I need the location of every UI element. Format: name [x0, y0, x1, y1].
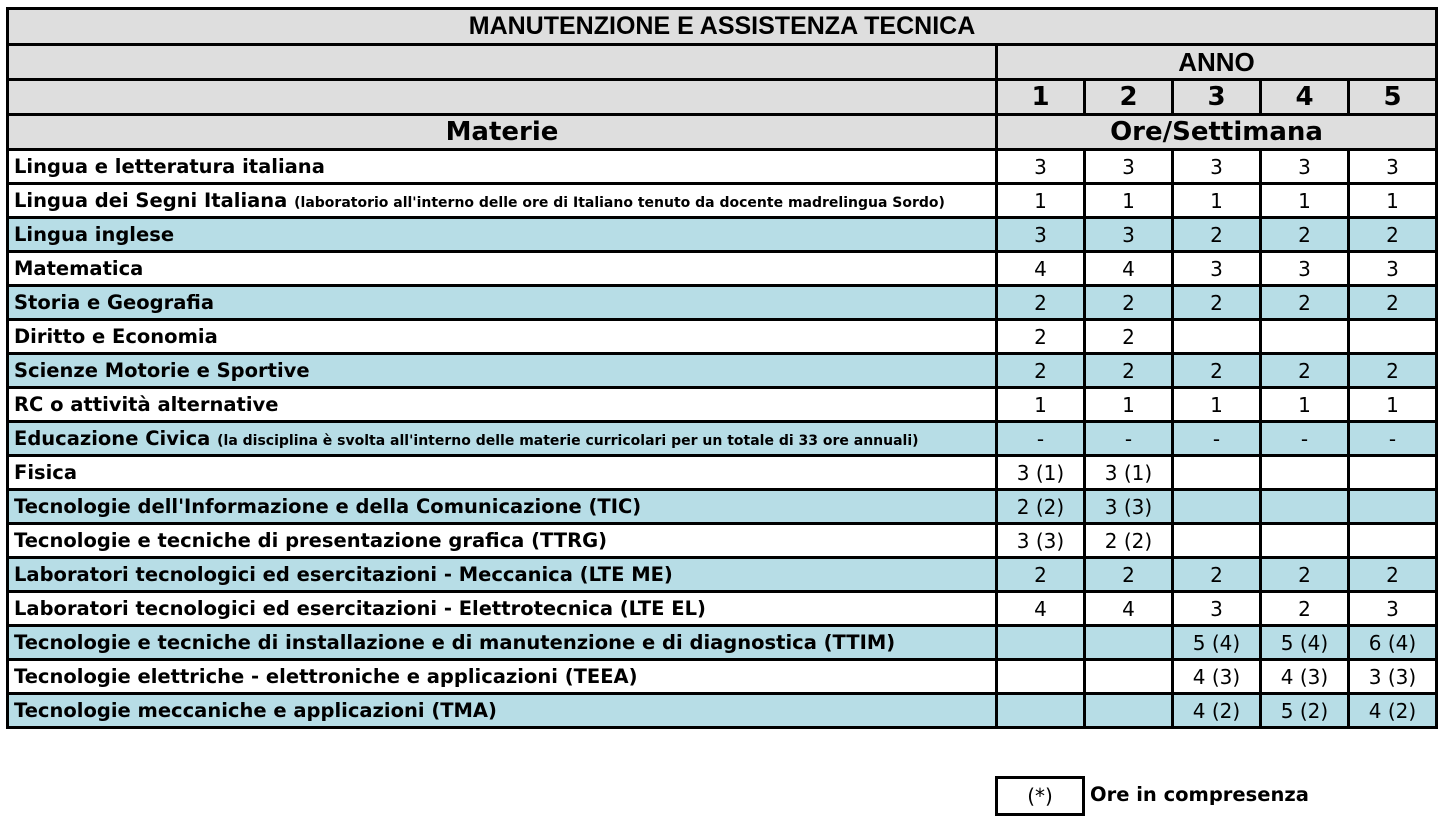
- hours-cell-year-4: 1: [1261, 388, 1349, 422]
- subject-cell: [8, 490, 997, 524]
- hours-cell-year-1: 2: [997, 320, 1085, 354]
- hours-cell-year-4: 2: [1261, 354, 1349, 388]
- hours-cell-year-1: [997, 694, 1085, 728]
- hours-cell-year-4: 2: [1261, 286, 1349, 320]
- subject-cell: [8, 286, 997, 320]
- subject-cell: [8, 150, 997, 184]
- hours-cell-year-3: [1173, 456, 1261, 490]
- table-row: [8, 558, 1437, 592]
- hours-cell-year-3: -: [1173, 422, 1261, 456]
- hours-cell-year-1: 3 (3): [997, 524, 1085, 558]
- hours-cell-year-2: 4: [1085, 592, 1173, 626]
- legend-symbol-box: (*): [995, 776, 1085, 816]
- subject-cell: [8, 660, 997, 694]
- table-row: [8, 252, 1437, 286]
- hours-cell-year-5: [1349, 320, 1437, 354]
- subject-name: Matematica: [14, 257, 144, 280]
- hours-cell-year-4: 5 (2): [1261, 694, 1349, 728]
- hours-cell-year-1: 4: [997, 252, 1085, 286]
- hours-cell-year-5: 6 (4): [1349, 626, 1437, 660]
- hours-cell-year-3: 2: [1173, 558, 1261, 592]
- hours-cell-year-4: 1: [1261, 184, 1349, 218]
- table-row: [8, 354, 1437, 388]
- table-row: [8, 626, 1437, 660]
- subject-name: Scienze Motorie e Sportive: [14, 359, 310, 382]
- hours-cell-year-4: [1261, 524, 1349, 558]
- blank-header-cell: [8, 45, 997, 80]
- table-row: [8, 218, 1437, 252]
- subject-name: Lingua inglese: [14, 223, 175, 246]
- hours-cell-year-3: 1: [1173, 388, 1261, 422]
- subject-name: Tecnologie e tecniche di installazione e di manutenzione e di diagnostica (TTIM): [14, 631, 896, 654]
- year-header-3: 3: [1173, 80, 1261, 115]
- hours-cell-year-1: [997, 626, 1085, 660]
- hours-cell-year-2: 3: [1085, 150, 1173, 184]
- subject-name: Diritto e Economia: [14, 325, 218, 348]
- hours-cell-year-1: 3: [997, 218, 1085, 252]
- legend-label: Ore in compresenza: [1090, 783, 1309, 806]
- hours-cell-year-5: [1349, 456, 1437, 490]
- hours-cell-year-2: [1085, 694, 1173, 728]
- hours-cell-year-4: [1261, 490, 1349, 524]
- subject-name: Educazione Civica: [14, 427, 211, 450]
- hours-cell-year-3: 3: [1173, 150, 1261, 184]
- subject-name: Storia e Geografia: [14, 291, 214, 314]
- ore-settimana-header: Ore/Settimana: [997, 115, 1437, 150]
- table-row: [8, 422, 1437, 456]
- subject-cell: [8, 388, 997, 422]
- blank-header-cell: [8, 80, 997, 115]
- hours-cell-year-3: 3: [1173, 252, 1261, 286]
- table-row: [8, 150, 1437, 184]
- hours-cell-year-5: 3 (3): [1349, 660, 1437, 694]
- hours-cell-year-2: 2: [1085, 320, 1173, 354]
- hours-cell-year-4: [1261, 456, 1349, 490]
- table-row: [8, 388, 1437, 422]
- subject-name: RC o attività alternative: [14, 393, 279, 416]
- hours-cell-year-2: 1: [1085, 388, 1173, 422]
- subject-name: Laboratori tecnologici ed esercitazioni - Elettrotecnica (LTE EL): [14, 597, 706, 620]
- hours-cell-year-3: 2: [1173, 354, 1261, 388]
- subject-name: Tecnologie elettriche - elettroniche e applicazioni (TEEA): [14, 665, 638, 688]
- subject-name: Lingua dei Segni Italiana: [14, 189, 288, 212]
- hours-cell-year-1: 4: [997, 592, 1085, 626]
- hours-cell-year-3: [1173, 524, 1261, 558]
- year-header-2: 2: [1085, 80, 1173, 115]
- table-row: [8, 286, 1437, 320]
- hours-cell-year-5: 1: [1349, 388, 1437, 422]
- hours-cell-year-5: 4 (2): [1349, 694, 1437, 728]
- subject-name: Laboratori tecnologici ed esercitazioni - Meccanica (LTE ME): [14, 563, 673, 586]
- year-header-1: 1: [997, 80, 1085, 115]
- subject-name: Tecnologie dell'Informazione e della Comunicazione (TIC): [14, 495, 642, 518]
- subject-name: Tecnologie e tecniche di presentazione grafica (TTRG): [14, 529, 607, 552]
- year-header-4: 4: [1261, 80, 1349, 115]
- table-row: [8, 456, 1437, 490]
- hours-cell-year-5: 2: [1349, 354, 1437, 388]
- hours-cell-year-2: [1085, 660, 1173, 694]
- hours-cell-year-1: 2: [997, 558, 1085, 592]
- hours-cell-year-2: 1: [1085, 184, 1173, 218]
- hours-cell-year-5: [1349, 524, 1437, 558]
- hours-cell-year-4: 3: [1261, 150, 1349, 184]
- hours-cell-year-4: 3: [1261, 252, 1349, 286]
- hours-cell-year-1: 3 (1): [997, 456, 1085, 490]
- year-header-5: 5: [1349, 80, 1437, 115]
- hours-cell-year-2: 2: [1085, 354, 1173, 388]
- subject-cell: [8, 456, 997, 490]
- materie-header: Materie: [8, 115, 997, 150]
- hours-cell-year-5: 2: [1349, 286, 1437, 320]
- hours-cell-year-2: -: [1085, 422, 1173, 456]
- hours-cell-year-1: 2 (2): [997, 490, 1085, 524]
- hours-cell-year-2: 3 (1): [1085, 456, 1173, 490]
- subject-cell: [8, 626, 997, 660]
- hours-cell-year-5: [1349, 490, 1437, 524]
- hours-cell-year-3: 1: [1173, 184, 1261, 218]
- subject-cell: [8, 252, 997, 286]
- hours-cell-year-4: 2: [1261, 218, 1349, 252]
- hours-cell-year-1: 1: [997, 184, 1085, 218]
- subject-name: Fisica: [14, 461, 78, 484]
- table-row: [8, 524, 1437, 558]
- table-row: [8, 490, 1437, 524]
- subject-cell: [8, 524, 997, 558]
- curriculum-table: [6, 7, 1438, 729]
- hours-cell-year-1: -: [997, 422, 1085, 456]
- hours-cell-year-1: 2: [997, 354, 1085, 388]
- hours-cell-year-2: 3: [1085, 218, 1173, 252]
- subject-name: Lingua e letteratura italiana: [14, 155, 325, 178]
- table-row: [8, 660, 1437, 694]
- subject-note: (laboratorio all'interno delle ore di Italiano tenuto da docente madrelingua Sordo): [294, 195, 945, 211]
- hours-cell-year-4: 2: [1261, 558, 1349, 592]
- subject-note: (la disciplina è svolta all'interno delle materie curricolari per un totale di 33 ore annuali): [217, 433, 919, 449]
- hours-cell-year-5: 3: [1349, 150, 1437, 184]
- subject-cell: [8, 354, 997, 388]
- hours-cell-year-2: 2: [1085, 558, 1173, 592]
- subject-cell: [8, 184, 997, 218]
- hours-cell-year-4: -: [1261, 422, 1349, 456]
- hours-cell-year-2: 4: [1085, 252, 1173, 286]
- hours-cell-year-5: -: [1349, 422, 1437, 456]
- hours-cell-year-3: 4 (3): [1173, 660, 1261, 694]
- hours-cell-year-2: [1085, 626, 1173, 660]
- hours-cell-year-1: [997, 660, 1085, 694]
- hours-cell-year-4: [1261, 320, 1349, 354]
- hours-cell-year-2: 2 (2): [1085, 524, 1173, 558]
- hours-cell-year-5: 1: [1349, 184, 1437, 218]
- subject-cell: [8, 320, 997, 354]
- hours-cell-year-1: 1: [997, 388, 1085, 422]
- subject-cell: [8, 218, 997, 252]
- anno-header: ANNO: [997, 45, 1437, 80]
- hours-cell-year-3: [1173, 490, 1261, 524]
- hours-cell-year-3: 4 (2): [1173, 694, 1261, 728]
- hours-cell-year-4: 5 (4): [1261, 626, 1349, 660]
- hours-cell-year-1: 3: [997, 150, 1085, 184]
- table-row: [8, 320, 1437, 354]
- hours-cell-year-5: 2: [1349, 218, 1437, 252]
- hours-cell-year-5: 2: [1349, 558, 1437, 592]
- subject-name: Tecnologie meccaniche e applicazioni (TMA): [14, 699, 497, 722]
- subject-cell: [8, 422, 997, 456]
- hours-cell-year-2: 2: [1085, 286, 1173, 320]
- hours-cell-year-1: 2: [997, 286, 1085, 320]
- hours-cell-year-3: 3: [1173, 592, 1261, 626]
- table-title: MANUTENZIONE E ASSISTENZA TECNICA: [8, 9, 1437, 45]
- hours-cell-year-5: 3: [1349, 252, 1437, 286]
- hours-cell-year-3: 2: [1173, 218, 1261, 252]
- hours-cell-year-3: 5 (4): [1173, 626, 1261, 660]
- hours-cell-year-4: 2: [1261, 592, 1349, 626]
- subject-cell: [8, 558, 997, 592]
- hours-cell-year-4: 4 (3): [1261, 660, 1349, 694]
- hours-cell-year-3: 2: [1173, 286, 1261, 320]
- table-row: [8, 592, 1437, 626]
- hours-cell-year-5: 3: [1349, 592, 1437, 626]
- hours-cell-year-3: [1173, 320, 1261, 354]
- table-row: [8, 184, 1437, 218]
- table-row: [8, 694, 1437, 728]
- subject-cell: [8, 592, 997, 626]
- hours-cell-year-2: 3 (3): [1085, 490, 1173, 524]
- subject-cell: [8, 694, 997, 728]
